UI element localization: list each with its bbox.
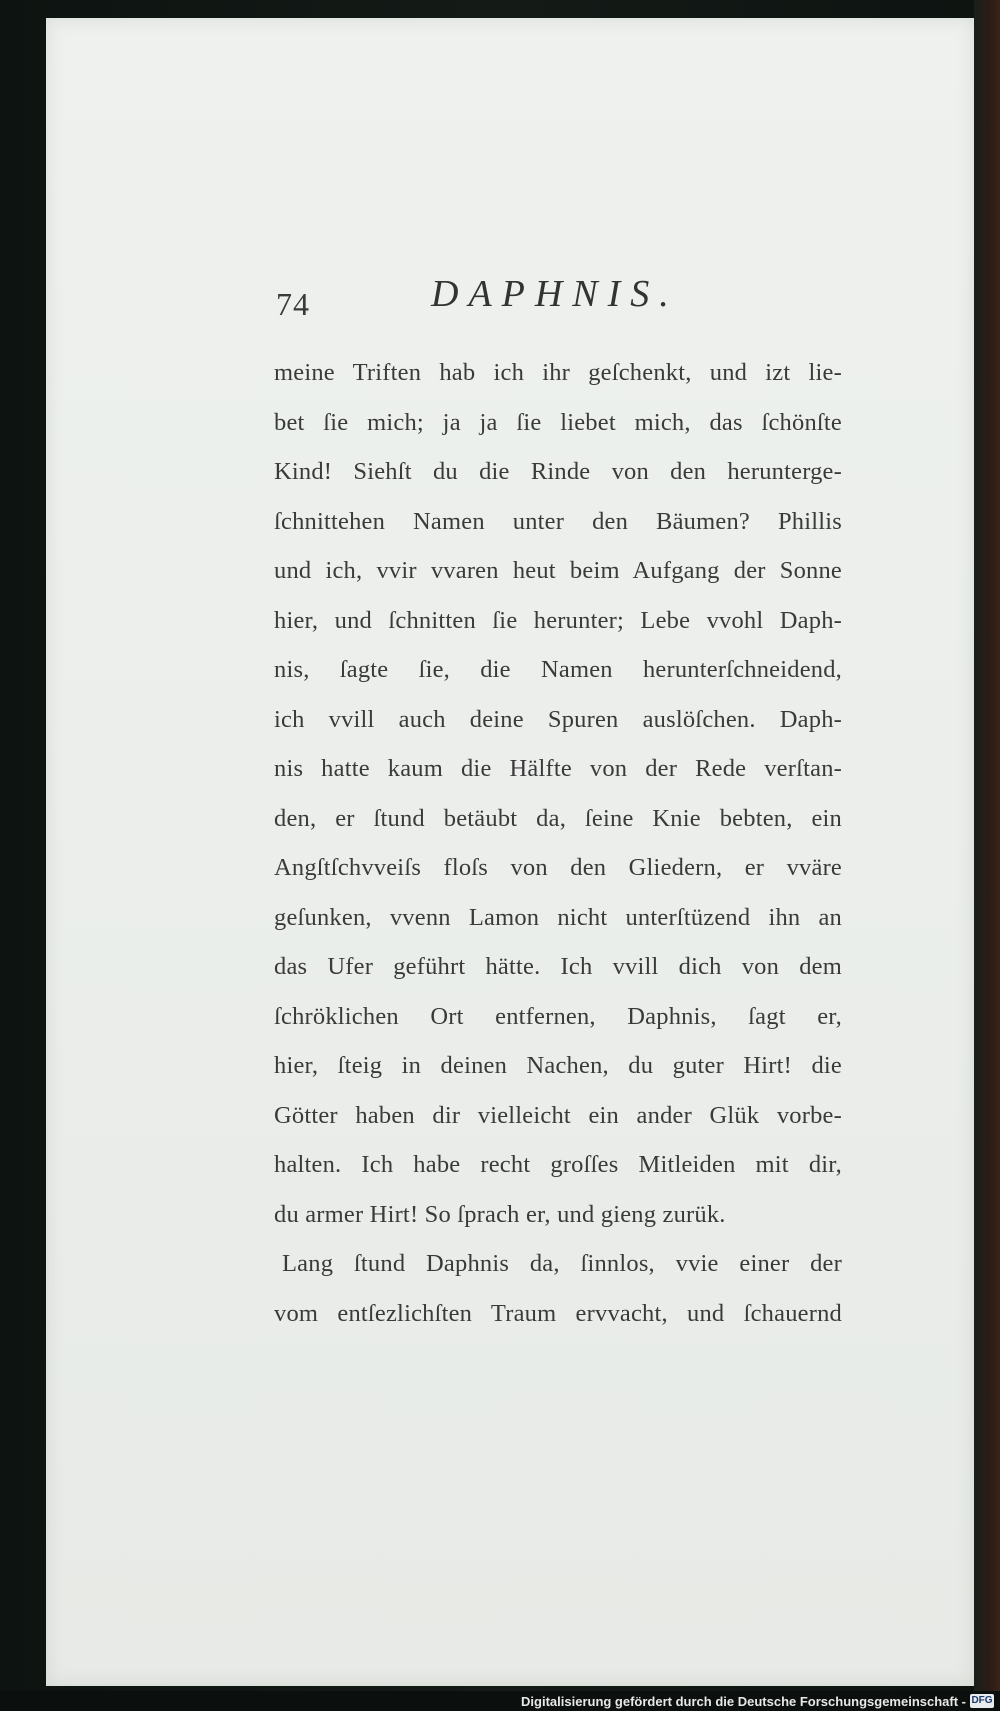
text-line: nis, ſagte ſie, die Namen herunterſchneidend, xyxy=(274,656,842,683)
page-number: 74 xyxy=(276,286,310,322)
text-line: vom entſezlichſten Traum ervvacht, und ſchauernd xyxy=(274,1299,842,1327)
text-line: hier, ſteig in deinen Nachen, du guter Hirt! die xyxy=(274,1052,842,1079)
text-line: nis hatte kaum die Hälfte von der Rede verſtan- xyxy=(274,755,842,782)
text-line: Kind! Siehſt du die Rinde von den herunterge- xyxy=(274,458,842,485)
text-line: Lang ſtund Daphnis da, ſinnlos, vvie einer der xyxy=(282,1250,842,1277)
text-line: den, er ſtund betäubt da, ſeine Knie bebten, ein xyxy=(274,804,842,832)
book-spine-edge xyxy=(974,0,1000,1711)
page-header xyxy=(276,266,696,326)
text-line: du armer Hirt! So ſprach er, und gieng zurük. xyxy=(274,1200,726,1228)
text-line: ſchröklichen Ort entfernen, Daphnis, ſagt er, xyxy=(274,1002,842,1030)
dfg-logo-icon: DFG xyxy=(971,1695,993,1706)
footer-bar xyxy=(0,1691,1000,1711)
text-body xyxy=(274,348,842,1338)
text-line: meine Triften hab ich ihr geſchenkt, und izt lie- xyxy=(274,359,842,386)
footer-credit: Digitalisierung gefördert durch die Deutsche Forschungsgemeinschaft - xyxy=(521,1694,966,1709)
text-line: bet ſie mich; ja ja ſie liebet mich, das ſchönſte xyxy=(274,408,842,436)
text-line: hier, und ſchnitten ſie herunter; Lebe vvohl Daph- xyxy=(274,606,842,634)
text-line: Götter haben dir vielleicht ein ander Glük vorbe- xyxy=(274,1101,842,1129)
text-line: ſchnittehen Namen unter den Bäumen? Phillis xyxy=(274,507,842,535)
text-line: Angſtſchvveiſs floſs von den Gliedern, er vväre xyxy=(274,854,842,881)
text-line: halten. Ich habe recht groſſes Mitleiden mit dir, xyxy=(274,1151,842,1178)
running-head: DAPHNIS. xyxy=(431,273,679,315)
text-line: geſunken, vvenn Lamon nicht unterſtüzend ihn an xyxy=(274,903,842,931)
text-line: das Ufer geführt hätte. Ich vvill dich von dem xyxy=(274,953,842,980)
text-line: ich vvill auch deine Spuren auslöſchen. Daph- xyxy=(274,705,842,733)
text-line: und ich, vvir vvaren heut beim Aufgang der Sonne xyxy=(274,557,842,584)
